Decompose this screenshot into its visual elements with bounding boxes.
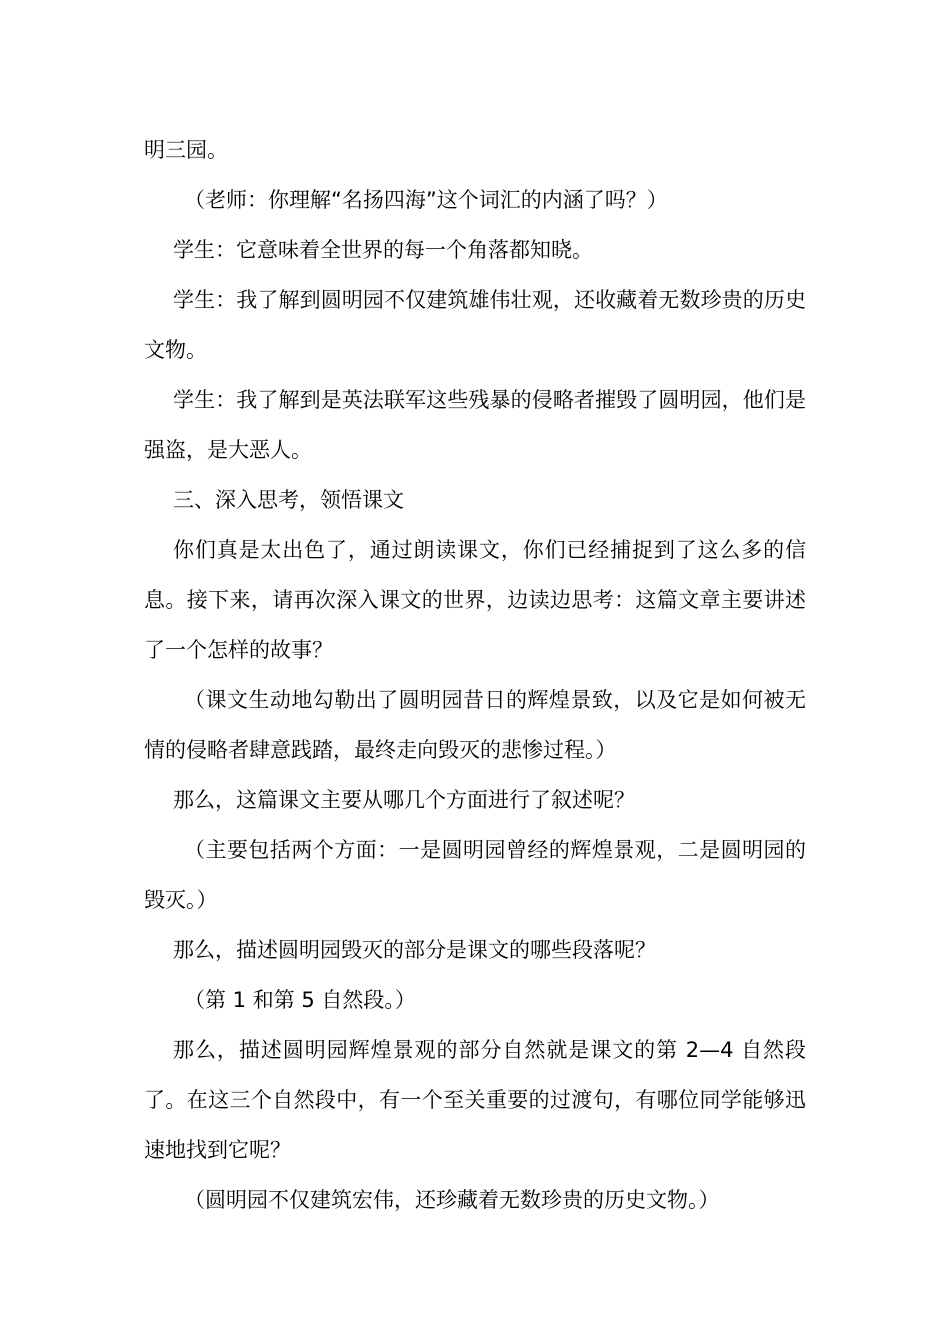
paragraph-7: 你们真是太出色了，通过朗读课文，你们已经捕捉到了这么多的信息。接下来，请再次深入课文的世界，边读边思考：这篇文章主要讲述了一个怎样的故事？: [144, 538, 806, 662]
paragraph-12: （第 1 和第 5 自然段。）: [184, 988, 416, 1012]
paragraph-14: （圆明园不仅建筑宏伟，还珍藏着无数珍贵的历史文物。）: [184, 1188, 720, 1212]
paragraph-5: 学生：我了解到是英法联军这些残暴的侵略者摧毁了圆明园，他们是强盗，是大恶人。: [144, 388, 806, 462]
paragraph-10: （主要包括两个方面：一是圆明园曾经的辉煌景观，二是圆明园的毁灭。）: [144, 838, 806, 912]
section-heading: 三、深入思考，领悟课文: [173, 488, 404, 512]
paragraph-2: （老师：你理解“名扬四海”这个词汇的内涵了吗？）: [184, 188, 668, 212]
paragraph-11: 那么，描述圆明园毁灭的部分是课文的哪些段落呢？: [173, 938, 656, 962]
paragraph-8: （课文生动地勾勒出了圆明园昔日的辉煌景致，以及它是如何被无情的侵略者肆意践踏，最终走向毁灭的悲惨过程。）: [144, 688, 806, 762]
paragraph-9: 那么，这篇课文主要从哪几个方面进行了叙述呢？: [173, 788, 635, 812]
paragraph-3: 学生：它意味着全世界的每一个角落都知晓。: [173, 238, 593, 262]
paragraph-4: 学生：我了解到圆明园不仅建筑雄伟壮观，还收藏着无数珍贵的历史文物。: [144, 288, 806, 362]
paragraph-13: 那么，描述圆明园辉煌景观的部分自然就是课文的第 2—4 自然段了。在这三个自然段中，有一个至关重要的过渡句，有哪位同学能够迅速地找到它呢？: [144, 1038, 806, 1162]
document-page: [144, 125, 806, 1225]
paragraph-1: 明三园。: [144, 138, 228, 162]
